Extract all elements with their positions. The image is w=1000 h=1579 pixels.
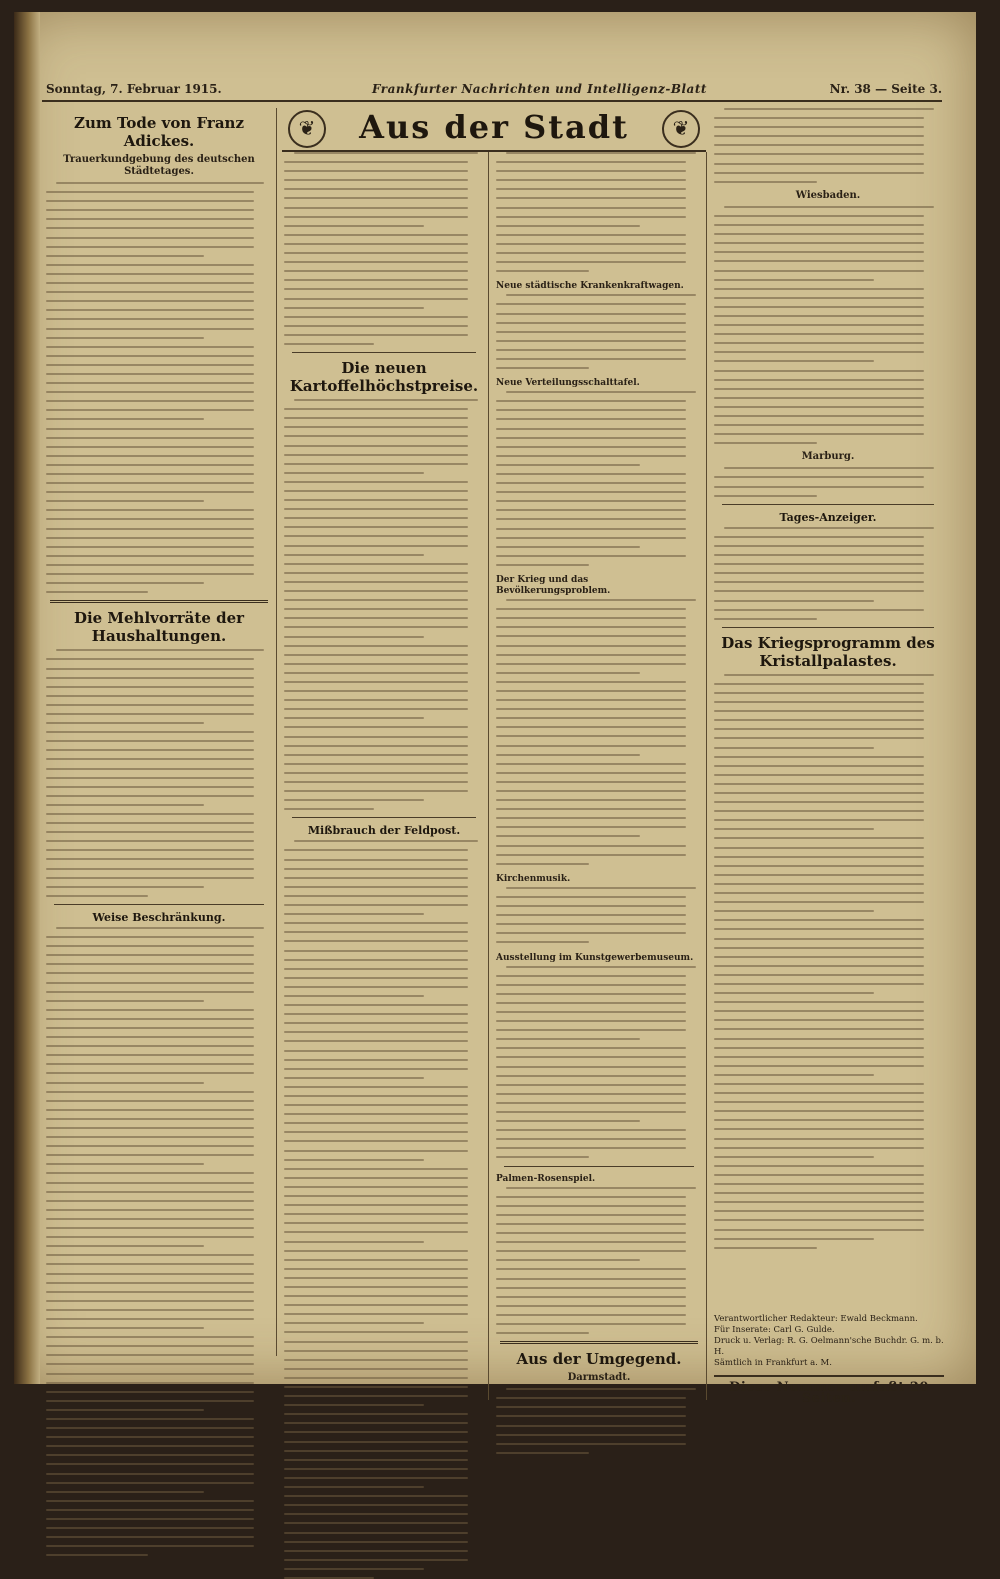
article-body xyxy=(492,599,706,865)
column-1 xyxy=(42,108,277,1356)
section-label: Wiesbaden. xyxy=(795,189,861,201)
article-headline: Mißbrauch der Feldpost. xyxy=(307,824,461,838)
section-label: Marburg. xyxy=(801,451,855,463)
imprint-line: Druck u. Verlag: R. G. Oelmann'sche Buchdr. G. m. b. H. xyxy=(714,1336,944,1357)
article-body xyxy=(710,674,946,1249)
ornament-icon: ❦ xyxy=(288,110,326,148)
column-2 xyxy=(280,152,489,1400)
article-body xyxy=(280,152,488,345)
imprint xyxy=(714,1314,944,1404)
article-body xyxy=(42,927,276,1556)
article-subheadline: Darmstadt. xyxy=(567,1372,631,1384)
article-kicker: Palmen-Rosenspiel. xyxy=(496,1173,596,1184)
page-header xyxy=(42,78,942,102)
article-headline: Aus der Umgegend. xyxy=(516,1350,682,1369)
article-body xyxy=(492,1388,706,1454)
article-kicker: Der Krieg und das Bevölkerungsproblem. xyxy=(496,575,611,597)
imprint-line: Verantwortlicher Redakteur: Ewald Beckmann. xyxy=(714,1314,918,1324)
article-kicker: Kirchenmusik. xyxy=(496,873,571,884)
article-headline: Zum Tode von Franz Adickes. xyxy=(74,114,244,150)
article-kicker: Ausstellung im Kunstgewerbemuseum. xyxy=(496,952,694,963)
page-count-note: Diese Nummer umfaßt 20 Seiten. xyxy=(714,1375,944,1404)
binding-spine xyxy=(14,12,40,1384)
column-4 xyxy=(710,108,946,1356)
article-body xyxy=(492,887,706,944)
article-body xyxy=(710,108,946,183)
column-3 xyxy=(492,152,707,1400)
article-body xyxy=(280,840,488,1579)
imprint-line: Sämtlich in Frankfurt a. M. xyxy=(714,1358,832,1368)
article-body xyxy=(492,1187,706,1335)
article-headline: Das Kriegsprogramm des Kristallpalastes. xyxy=(721,633,935,670)
article-headline: Die neuen Kartoffelhöchstpreise. xyxy=(289,359,479,396)
article-body xyxy=(492,391,706,566)
article-body xyxy=(280,399,488,810)
article-body xyxy=(492,294,706,369)
article-body xyxy=(492,152,706,272)
ornament-icon: ❦ xyxy=(662,110,700,148)
banner-title: Aus der Stadt xyxy=(359,108,629,146)
header-date: Sonntag, 7. Februar 1915. xyxy=(46,82,222,96)
article-body xyxy=(42,649,276,897)
article-kicker: Neue städtische Krankenkraftwagen. xyxy=(496,281,684,292)
article-body xyxy=(710,467,946,496)
header-issue: Nr. 38 — Seite 3. xyxy=(829,82,942,96)
article-body xyxy=(710,206,946,444)
newspaper-page xyxy=(14,12,976,1406)
section-banner xyxy=(282,104,706,152)
article-headline: Weise Beschränkung. xyxy=(92,910,226,924)
article-body xyxy=(492,966,706,1159)
article-headline: Die Mehlvorräte der Haushaltungen. xyxy=(73,609,245,646)
imprint-line: Für Inserate: Carl G. Gulde. xyxy=(714,1325,835,1335)
header-paper-title: Frankfurter Nachrichten und Intelligenz-Blatt xyxy=(372,82,707,96)
article-kicker: Neue Verteilungsschalttafel. xyxy=(496,378,640,389)
article-body xyxy=(42,182,276,593)
article-body xyxy=(710,527,946,620)
article-headline: Tages-Anzeiger. xyxy=(779,510,877,524)
article-subheadline: Trauerkundgebung des deutschen Städtetages. xyxy=(63,154,255,177)
